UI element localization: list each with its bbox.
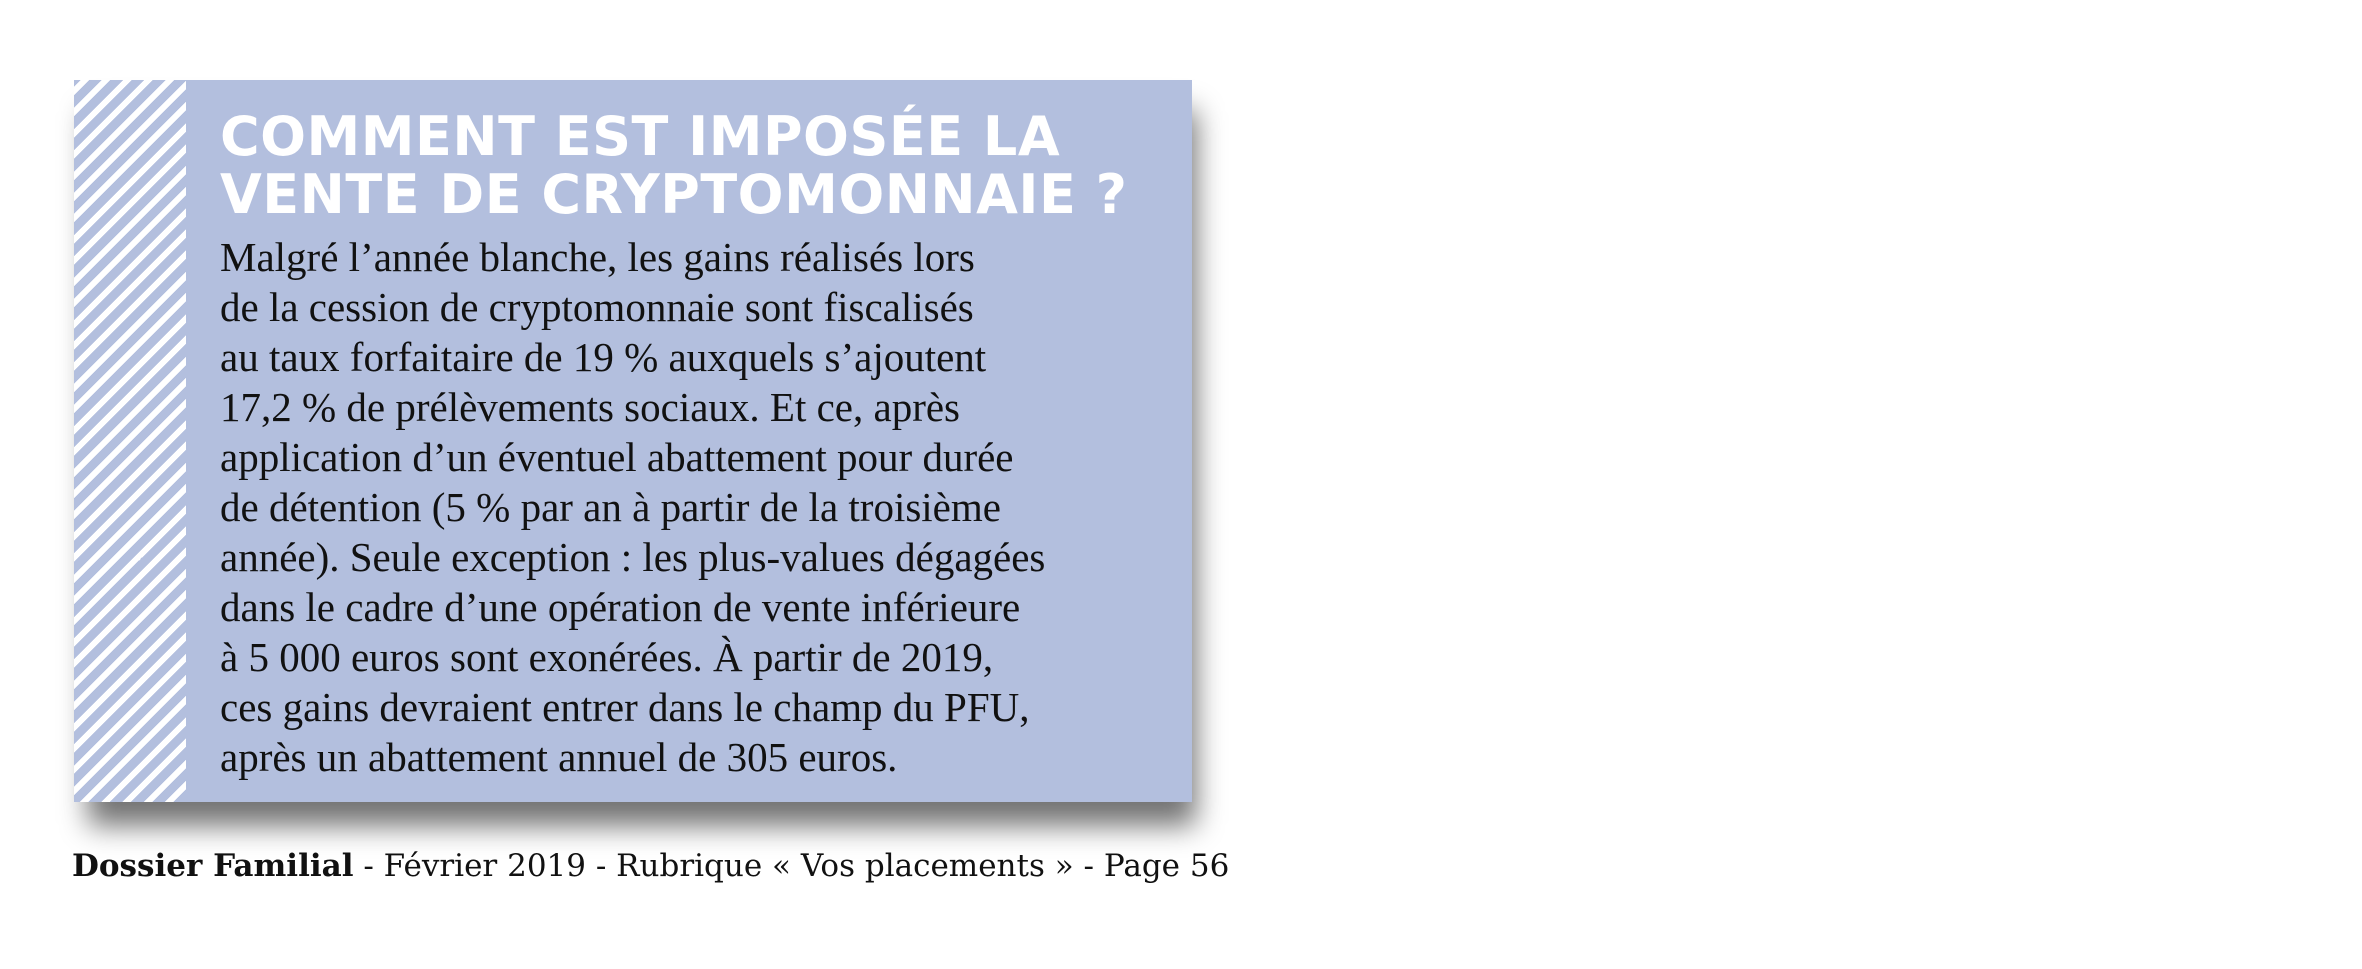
body-line: année). Seule exception : les plus-values dégagées [220,534,1046,580]
headline-line: VENTE DE CRYPTOMONNAIE ? [220,163,1128,226]
body-line: ces gains devraient entrer dans le champ du PFU, [220,684,1030,730]
body-line: à 5 000 euros sont exonérées. À partir de 2019, [220,634,994,680]
body-line: de détention (5 % par an à partir de la troisième [220,484,1001,530]
body-line: dans le cadre d’une opération de vente inférieure [220,584,1021,630]
diagonal-stripe-band [74,80,186,802]
clipping-headline [220,105,1180,226]
press-clipping [74,80,1192,802]
body-line: de la cession de cryptomonnaie sont fiscalisés [220,284,974,330]
body-line: après un abattement annuel de 305 euros. [220,734,898,780]
body-line: application d’un éventuel abattement pour durée [220,434,1014,480]
body-line: 17,2 % de prélèvements sociaux. Et ce, après [220,384,961,430]
clipping-box [74,80,1192,802]
citation-details: - Février 2019 - Rubrique « Vos placements » - Page 56 [353,848,1230,884]
body-line: Malgré l’année blanche, les gains réalisés lors [220,234,975,280]
publication-name: Dossier Familial [72,848,354,884]
clipping-body [220,232,1180,782]
clipping-content [220,105,1180,782]
headline-line: COMMENT EST IMPOSÉE LA [220,105,1061,168]
body-line: au taux forfaitaire de 19 % auxquels s’ajoutent [220,334,987,380]
source-citation [72,848,1229,884]
